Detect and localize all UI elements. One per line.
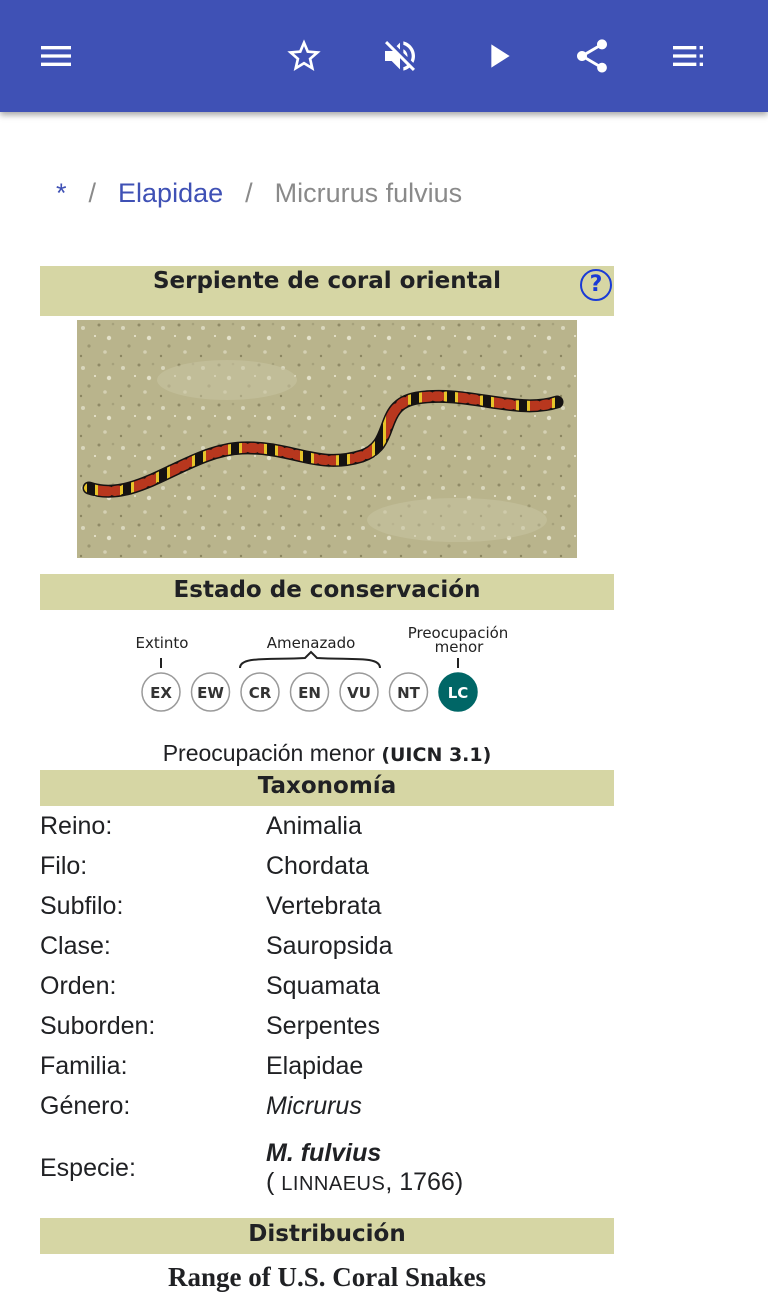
taxonomy-row [40,886,614,926]
species-author: ( LINNAEUS, 1766) [266,1168,464,1196]
iucn-scale [120,620,520,732]
taxonomy-key: Suborden: [40,1011,156,1040]
range-map-title: Range of U.S. Coral Snakes [167,1262,487,1292]
taxonomy-row [40,1086,614,1126]
breadcrumb-root[interactable]: * [56,178,67,208]
snake-photo [77,320,577,558]
breadcrumb-current: Micrurus fulvius [274,178,463,208]
author-name[interactable]: LINNAEUS [281,1173,386,1195]
species-name: M. fulvius [266,1139,382,1167]
favorite-button[interactable] [274,26,334,86]
taxonomy-value[interactable]: Micrurus [266,1091,362,1120]
taxonomy-key: Reino: [40,811,113,840]
share-button[interactable] [562,26,622,86]
taxonomy-row [40,1006,614,1046]
taxonomy-key: Especie: [40,1153,136,1182]
status-source: (UICN 3.1) [381,744,492,766]
conservation-status-text [40,736,614,770]
label-lc-line1: Preocupación [407,624,509,642]
mute-button[interactable] [370,26,430,86]
share-icon [572,36,612,76]
breadcrumb-family[interactable]: Elapidae [118,178,224,208]
taxonomy-value[interactable]: Elapidae [266,1051,364,1080]
taxonomy-value[interactable]: Animalia [266,811,362,840]
iucn-category-label: EN [298,684,321,702]
label-threatened: Amenazado [266,634,356,652]
taxonomy-value[interactable]: Vertebrata [266,891,382,920]
play-icon [478,36,518,76]
menu-icon [36,36,76,76]
label-lc-line2: menor [434,638,484,656]
iucn-category-label: VU [347,684,371,702]
iucn-category-label: NT [397,684,420,702]
breadcrumb-separator: / [245,178,253,208]
taxonomy-value[interactable]: Squamata [266,971,380,1000]
taxonomy-row-species [40,1126,614,1210]
taxonomy-key: Género: [40,1091,131,1120]
playlist-icon [668,36,708,76]
taxonomy-key: Filo: [40,851,88,880]
contents-button[interactable] [658,26,718,86]
taxonomy-header: Taxonomía [40,770,614,806]
status-label: Preocupación menor [162,740,375,766]
taxonomy-value[interactable]: Serpentes [266,1011,380,1040]
taxonomy-key: Subfilo: [40,891,124,920]
volume-off-icon [380,36,420,76]
breadcrumb [56,178,462,209]
taxonomy-table [40,806,614,1210]
app-bar [0,0,768,112]
iucn-category-label: LC [447,684,469,702]
conservation-status [40,610,614,732]
iucn-category-label: EX [150,684,172,702]
conservation-header: Estado de conservación [40,574,614,610]
breadcrumb-separator: / [88,178,97,208]
iucn-category-label: EW [197,684,224,702]
taxonomy-row [40,1046,614,1086]
star-icon [284,36,324,76]
taxonomy-value-species [266,1126,614,1210]
taxonomy-key: Clase: [40,931,111,960]
species-infobox [40,266,614,1293]
infobox-title: Serpiente de coral oriental [152,268,502,294]
infobox-title-bar [40,266,614,316]
taxonomy-row [40,806,614,846]
menu-button[interactable] [26,26,86,86]
taxonomy-value[interactable]: Sauropsida [266,931,393,960]
taxonomy-value[interactable]: Chordata [266,851,369,880]
taxonomy-row [40,846,614,886]
play-button[interactable] [468,26,528,86]
taxonomy-key: Familia: [40,1051,128,1080]
taxonomy-row [40,966,614,1006]
taxonomy-key: Orden: [40,971,117,1000]
iucn-category-label: CR [248,684,272,702]
label-extinct: Extinto [135,634,189,652]
taxonomy-row [40,926,614,966]
help-icon[interactable]: ? [580,269,612,301]
distribution-header: Distribución [40,1218,614,1254]
